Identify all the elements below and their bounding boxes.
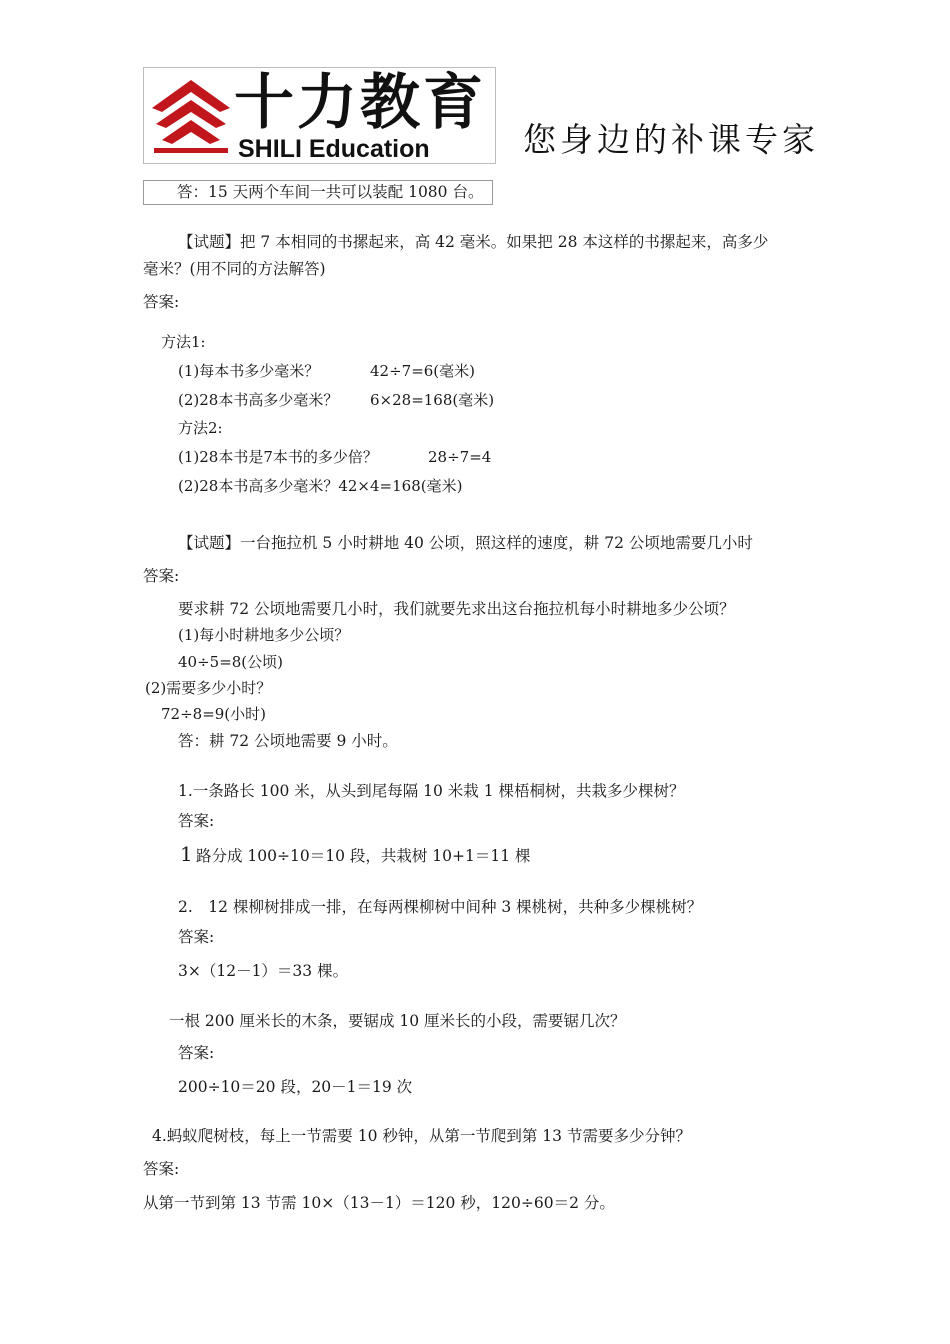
question-3-answer-number: 1 [180, 842, 193, 866]
question-2-step-1-calc: 40÷5=8(公顷) [178, 653, 284, 671]
method-2-step-2: (2)28本书高多少毫米？42×4=168(毫米) [178, 477, 463, 495]
logo-chinese-text: 十力教育 [234, 68, 486, 138]
question-3-answer: 路分成 100÷10＝10 段，共栽树 10+1＝11 棵 [196, 847, 531, 865]
method-1-step-2-calc: 6×28=168(毫米) [370, 391, 495, 409]
method-2-step-1-calc: 28÷7=4 [428, 448, 492, 466]
question-6-line-1: 4.蚂蚁爬树枝，每上一节需要 10 秒钟，从第一节爬到第 13 节需要多少分钟？ [152, 1127, 691, 1145]
question-6-answer: 从第一节到第 13 节需 10×（13－1）＝120 秒，120÷60＝2 分。 [143, 1194, 615, 1212]
question-4-answer-label: 答案: [178, 928, 215, 946]
question-4-line-1: 2. 12 棵柳树排成一排，在每两棵柳树中间种 3 棵桃树，共种多少棵桃树？ [178, 898, 703, 916]
logo [143, 67, 496, 164]
question-3-answer-label: 答案: [178, 812, 215, 830]
method-2-label: 方法2: [178, 419, 223, 437]
boxed-answer [143, 180, 493, 205]
slogan: 您身边的补课专家 [523, 120, 819, 159]
question-3-line-1: 1.一条路长 100 米，从头到尾每隔 10 米栽 1 棵梧桐树，共栽多少棵树？ [178, 782, 685, 800]
method-1-step-1: (1)每本书多少毫米？ [178, 362, 320, 380]
question-5-answer-label: 答案: [178, 1044, 215, 1062]
question-2-line-1: 【试题】一台拖拉机 5 小时耕地 40 公顷，照这样的速度，耕 72 公顷地需要几小时 [178, 534, 753, 552]
logo-english-text: SHILI Education [238, 135, 430, 163]
question-2-step-2-calc: 72÷8=9(小时) [161, 705, 267, 723]
question-1-answer-label: 答案: [143, 293, 180, 311]
question-4-answer: 3×（12－1）＝33 棵。 [178, 962, 349, 980]
question-2-answer-label: 答案: [143, 567, 180, 585]
method-1-step-1-calc: 42÷7=6(毫米) [370, 362, 476, 380]
question-2-step-2: (2)需要多少小时？ [145, 679, 272, 697]
boxed-answer-text: 答：15 天两个车间一共可以装配 1080 台。 [177, 183, 484, 201]
roof-logo-icon [148, 76, 234, 156]
method-1-label: 方法1: [161, 333, 206, 351]
question-1-line-2: 毫米？(用不同的方法解答) [143, 260, 326, 278]
question-2-final-answer: 答：耕 72 公顷地需要 9 小时。 [178, 732, 398, 750]
question-6-answer-label: 答案: [143, 1160, 180, 1178]
question-2-explanation: 要求耕 72 公顷地需要几小时，我们就要先求出这台拖拉机每小时耕地多少公顷？ [178, 600, 735, 618]
method-1-step-2: (2)28本书高多少毫米？ [178, 391, 339, 409]
question-5-answer: 200÷10＝20 段，20－1＝19 次 [178, 1078, 413, 1096]
method-2-step-1: (1)28本书是7本书的多少倍？ [178, 448, 378, 466]
question-1-line-1: 【试题】把 7 本相同的书摞起来，高 42 毫米。如果把 28 本这样的书摞起来，高多少 [178, 233, 769, 251]
question-2-step-1: (1)每小时耕地多少公顷？ [178, 626, 350, 644]
question-5-line-1: 一根 200 厘米长的木条，要锯成 10 厘米长的小段，需要锯几次？ [169, 1012, 626, 1030]
